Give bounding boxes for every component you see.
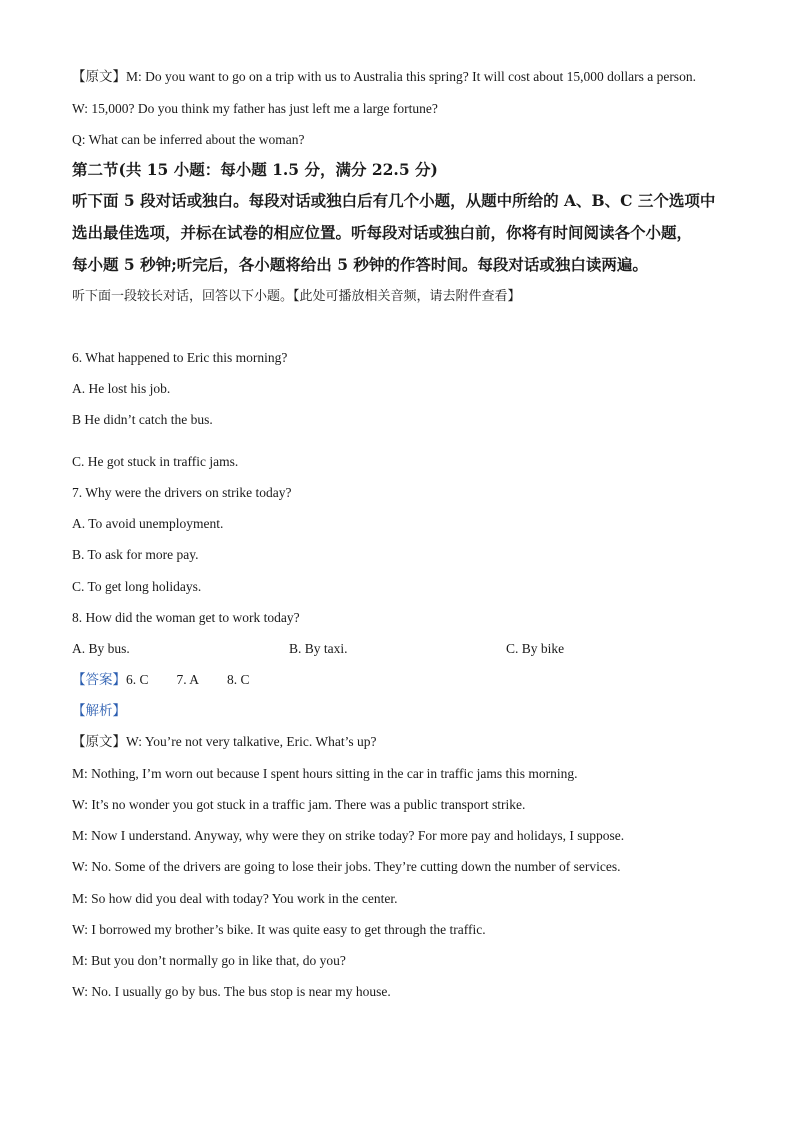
transcript-line: W: It’s no wonder you got stuck in a traffic jam. There was a public transport strike. (72, 797, 526, 812)
transcript-line: W: I borrowed my brother’s bike. It was quite easy to get through the traffic. (72, 922, 486, 937)
question-7-option-b: B. To ask for more pay. (72, 547, 199, 562)
pre-transcript-question: Q: What can be inferred about the woman? (72, 132, 305, 147)
section-instruction-1: 听下面 5 段对话或独白。每段对话或独白后有几个小题，从题中所给的 A、B、C 三个选项中 (72, 191, 716, 210)
transcript-tag: 【原文】 (72, 734, 126, 749)
pre-transcript-tag: 【原文】 (72, 69, 126, 84)
section-note: 听下面一段较长对话，回答以下小题。【此处可播放相关音频，请去附件查看】 (72, 288, 521, 303)
question-8-option-c: C. By bike (506, 641, 565, 656)
question-6-option-b: B He didn’t catch the bus. (72, 412, 213, 427)
section-instruction-3: 每小题 5 秒钟;听完后，各小题将给出 5 秒钟的作答时间。每段对话或独白读两遍。 (72, 255, 648, 274)
transcript-line: W: No. Some of the drivers are going to lose their jobs. They’re cutting down the number of services. (72, 859, 621, 874)
question-7-option-a: A. To avoid unemployment. (72, 516, 224, 531)
answer-item: 8. C (227, 672, 250, 687)
section-heading: 第二节(共 15 小题：每小题 1.5 分，满分 22.5 分) (72, 160, 438, 179)
transcript-line: M: But you don’t normally go in like that, do you? (72, 953, 346, 968)
answer-item: 6. C (126, 672, 149, 687)
question-6-option-a: A. He lost his job. (72, 381, 171, 396)
pre-transcript-line-1: 【原文】M: Do you want to go on a trip with us to Australia this spring? It will cost about 15,000 dollars a person. (72, 69, 696, 84)
question-8-option-b: B. By taxi. (289, 641, 348, 656)
answer-item: 7. A (176, 672, 200, 687)
question-8-option-a: A. By bus. (72, 641, 130, 656)
question-6-option-c: C. He got stuck in traffic jams. (72, 454, 239, 469)
answer-tag: 【答案】 (72, 672, 126, 687)
transcript-line: M: Now I understand. Anyway, why were they on strike today? For more pay and holidays, I suppose. (72, 828, 625, 843)
section-instruction-2: 选出最佳选项，并标在试卷的相应位置。听每段对话或独白前，你将有时间阅读各个小题， (72, 223, 693, 242)
transcript-line: W: No. I usually go by bus. The bus stop is near my house. (72, 984, 391, 999)
pre-transcript-line-2: W: 15,000? Do you think my father has just left me a large fortune? (72, 101, 438, 116)
transcript-line-first: 【原文】W: You’re not very talkative, Eric. What’s up? (72, 734, 377, 749)
question-7-option-c: C. To get long holidays. (72, 579, 202, 594)
question-6-stem: 6. What happened to Eric this morning? (72, 350, 288, 365)
transcript-line: M: Nothing, I’m worn out because I spent hours sitting in the car in traffic jams this morning. (72, 766, 578, 781)
analysis-tag: 【解析】 (72, 703, 126, 718)
answer-line (72, 671, 250, 689)
question-7-stem: 7. Why were the drivers on strike today? (72, 485, 292, 500)
transcript-line: M: So how did you deal with today? You work in the center. (72, 891, 398, 906)
question-8-stem: 8. How did the woman get to work today? (72, 610, 300, 625)
